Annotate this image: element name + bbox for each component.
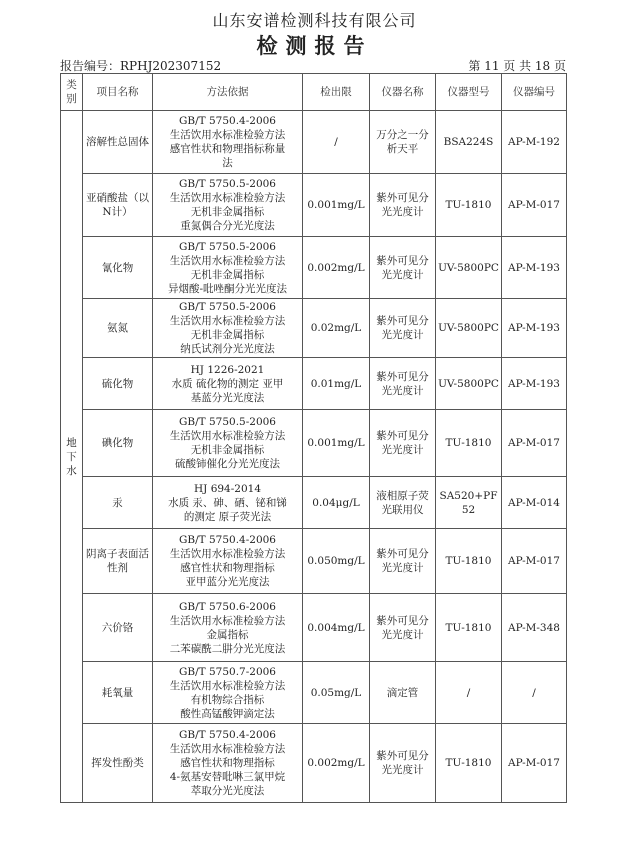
instrument-name-cell: 滴定管 — [370, 662, 436, 724]
instrument-name-cell: 紫外可见分光光度计 — [370, 410, 436, 477]
detection-limit-cell: 0.002mg/L — [303, 724, 370, 803]
category-char: 地 — [66, 436, 77, 449]
method-cell — [153, 594, 303, 662]
detection-limit-cell: 0.002mg/L — [303, 237, 370, 299]
method-line: 生活饮用水标准检验方法 — [169, 192, 286, 204]
instrument-name-cell: 紫外可见分光光度计 — [370, 237, 436, 299]
item-name-cell: 挥发性酚类 — [83, 724, 153, 803]
company-name: 山东安谱检测科技有限公司 — [212, 11, 417, 30]
report-meta — [60, 57, 566, 73]
col-header-instrument-id: 仪器编号 — [502, 74, 567, 111]
instrument-model-cell: / — [436, 662, 502, 724]
method-line: 无机非金属指标 — [190, 268, 265, 281]
table-row — [61, 529, 567, 594]
col-header-instrument-name: 仪器名称 — [370, 74, 436, 111]
item-name-cell: 硫化物 — [83, 358, 153, 410]
method-cell — [153, 174, 303, 237]
method-line: GB/T 5750.5-2006 — [179, 416, 276, 428]
instrument-model-cell: BSA224S — [436, 111, 502, 174]
table-row — [61, 477, 567, 529]
instrument-id-cell: AP-M-017 — [502, 174, 567, 237]
method-line: GB/T 5750.4-2006 — [179, 534, 276, 546]
method-line: GB/T 5750.6-2006 — [179, 600, 276, 613]
instrument-id-cell: / — [502, 662, 567, 724]
table-row — [61, 410, 567, 477]
method-line: 金属指标 — [206, 628, 249, 641]
instrument-model-cell: SA520+PF52 — [436, 477, 502, 529]
page-info: 第 11 页 共 18 页 — [468, 59, 566, 73]
method-line: 法 — [222, 157, 233, 169]
col-header-instrument-model: 仪器型号 — [436, 74, 502, 111]
method-line: 有机物综合指标 — [190, 693, 265, 706]
instrument-name-cell: 紫外可见分光光度计 — [370, 724, 436, 803]
instrument-id-cell: AP-M-193 — [502, 237, 567, 299]
method-line: 异烟酸-吡唑酮分光光度法 — [167, 282, 288, 295]
method-line: 无机非金属指标 — [190, 329, 265, 341]
method-line: 亚甲蓝分光光度法 — [185, 576, 270, 588]
col-header-item: 项目名称 — [83, 74, 153, 111]
instrument-name-cell: 液相原子荧光联用仪 — [370, 477, 436, 529]
method-cell — [153, 299, 303, 358]
method-line: 感官性状和物理指标 — [180, 757, 275, 769]
method-line: 水质 汞、砷、硒、铋和锑 — [168, 496, 287, 509]
instrument-id-cell: AP-M-348 — [502, 594, 567, 662]
item-name-cell: 六价铬 — [83, 594, 153, 662]
table-row — [61, 237, 567, 299]
method-cell — [153, 358, 303, 410]
instrument-id-cell: AP-M-017 — [502, 724, 567, 803]
item-name-cell: 汞 — [83, 477, 153, 529]
detection-limit-cell: 0.04μg/L — [303, 477, 370, 529]
instrument-name-cell: 紫外可见分光光度计 — [370, 174, 436, 237]
method-line: 感官性状和物理指标 — [180, 562, 275, 574]
method-line: 萃取分光光度法 — [190, 785, 265, 797]
method-line: 无机非金属指标 — [190, 206, 265, 218]
method-line: 生活饮用水标准检验方法 — [169, 430, 286, 442]
method-line: GB/T 5750.4-2006 — [179, 115, 276, 127]
method-line: 生活饮用水标准检验方法 — [169, 129, 286, 141]
method-line: 感官性状和物理指标称量 — [169, 143, 286, 155]
instrument-id-cell: AP-M-017 — [502, 410, 567, 477]
test-method-table — [60, 73, 567, 803]
method-line: GB/T 5750.4-2006 — [179, 729, 276, 741]
table-row — [61, 724, 567, 803]
item-name-cell: 耗氧量 — [83, 662, 153, 724]
instrument-name-cell: 紫外可见分光光度计 — [370, 358, 436, 410]
instrument-id-cell: AP-M-017 — [502, 529, 567, 594]
method-line: 生活饮用水标准检验方法 — [169, 614, 286, 627]
method-line: 纳氏试剂分光光度法 — [180, 343, 275, 355]
method-line: 基蓝分光光度法 — [190, 391, 265, 404]
item-name-cell: 阴离子表面活性剂 — [83, 529, 153, 594]
instrument-model-cell: UV-5800PC — [436, 358, 502, 410]
category-char: 水 — [66, 464, 77, 477]
instrument-name-cell: 紫外可见分光光度计 — [370, 594, 436, 662]
instrument-model-cell: TU-1810 — [436, 724, 502, 803]
item-name-cell: 碘化物 — [83, 410, 153, 477]
table-row — [61, 174, 567, 237]
instrument-name-cell: 万分之一分析天平 — [370, 111, 436, 174]
table-row — [61, 111, 567, 174]
method-cell — [153, 111, 303, 174]
method-line: 生活饮用水标准检验方法 — [169, 743, 286, 755]
method-cell — [153, 237, 303, 299]
instrument-model-cell: UV-5800PC — [436, 299, 502, 358]
method-line: 重氮偶合分光光度法 — [180, 220, 275, 232]
method-line: 的测定 原子荧光法 — [183, 510, 272, 523]
instrument-id-cell: AP-M-193 — [502, 299, 567, 358]
detection-limit-cell: / — [303, 111, 370, 174]
method-line: HJ 1226-2021 — [190, 363, 265, 376]
col-header-method: 方法依据 — [153, 74, 303, 111]
method-line: 酸性高锰酸钾滴定法 — [180, 707, 275, 720]
detection-limit-cell: 0.004mg/L — [303, 594, 370, 662]
item-name-cell: 亚硝酸盐（以N计） — [83, 174, 153, 237]
detection-limit-cell: 0.01mg/L — [303, 358, 370, 410]
instrument-model-cell: TU-1810 — [436, 174, 502, 237]
instrument-model-cell: TU-1810 — [436, 594, 502, 662]
table-row — [61, 662, 567, 724]
detection-limit-cell: 0.050mg/L — [303, 529, 370, 594]
instrument-model-cell: UV-5800PC — [436, 237, 502, 299]
method-cell — [153, 662, 303, 724]
method-line: 二苯碳酰二肼分光光度法 — [169, 642, 286, 655]
item-name-cell: 氰化物 — [83, 237, 153, 299]
method-line: GB/T 5750.7-2006 — [179, 665, 276, 678]
instrument-id-cell: AP-M-193 — [502, 358, 567, 410]
method-cell — [153, 410, 303, 477]
method-cell — [153, 529, 303, 594]
method-cell — [153, 477, 303, 529]
col-header-category: 类别 — [61, 74, 83, 111]
instrument-id-cell: AP-M-192 — [502, 111, 567, 174]
category-cell — [61, 111, 83, 803]
instrument-model-cell: TU-1810 — [436, 410, 502, 477]
table-row — [61, 299, 567, 358]
detection-limit-cell: 0.05mg/L — [303, 662, 370, 724]
method-line: GB/T 5750.5-2006 — [179, 240, 276, 253]
item-name-cell: 溶解性总固体 — [83, 111, 153, 174]
instrument-id-cell: AP-M-014 — [502, 477, 567, 529]
detection-limit-cell: 0.001mg/L — [303, 174, 370, 237]
instrument-name-cell: 紫外可见分光光度计 — [370, 529, 436, 594]
detection-limit-cell: 0.001mg/L — [303, 410, 370, 477]
method-line: 水质 硫化物的测定 亚甲 — [171, 377, 284, 390]
method-line: GB/T 5750.5-2006 — [179, 178, 276, 190]
method-line: 4-氨基安替吡啉三氯甲烷 — [169, 771, 286, 783]
table-row — [61, 594, 567, 662]
method-line: 生活饮用水标准检验方法 — [169, 679, 286, 692]
method-line: HJ 694-2014 — [193, 482, 261, 495]
method-line: 无机非金属指标 — [190, 444, 265, 456]
method-line: 硫酸铈催化分光光度法 — [175, 458, 280, 470]
method-line: 生活饮用水标准检验方法 — [169, 315, 286, 327]
report-title: 检测报告 — [256, 33, 373, 58]
category-char: 下 — [66, 450, 77, 463]
table-row — [61, 358, 567, 410]
table-header-row — [61, 74, 567, 111]
report-number: 报告编号：RPHJ202307152 — [60, 59, 222, 73]
detection-limit-cell: 0.02mg/L — [303, 299, 370, 358]
method-line: 生活饮用水标准检验方法 — [169, 548, 286, 560]
instrument-model-cell: TU-1810 — [436, 529, 502, 594]
method-line: GB/T 5750.5-2006 — [179, 301, 276, 313]
method-line: 生活饮用水标准检验方法 — [169, 254, 286, 267]
method-cell — [153, 724, 303, 803]
col-header-limit: 检出限 — [303, 74, 370, 111]
instrument-name-cell: 紫外可见分光光度计 — [370, 299, 436, 358]
item-name-cell: 氨氮 — [83, 299, 153, 358]
